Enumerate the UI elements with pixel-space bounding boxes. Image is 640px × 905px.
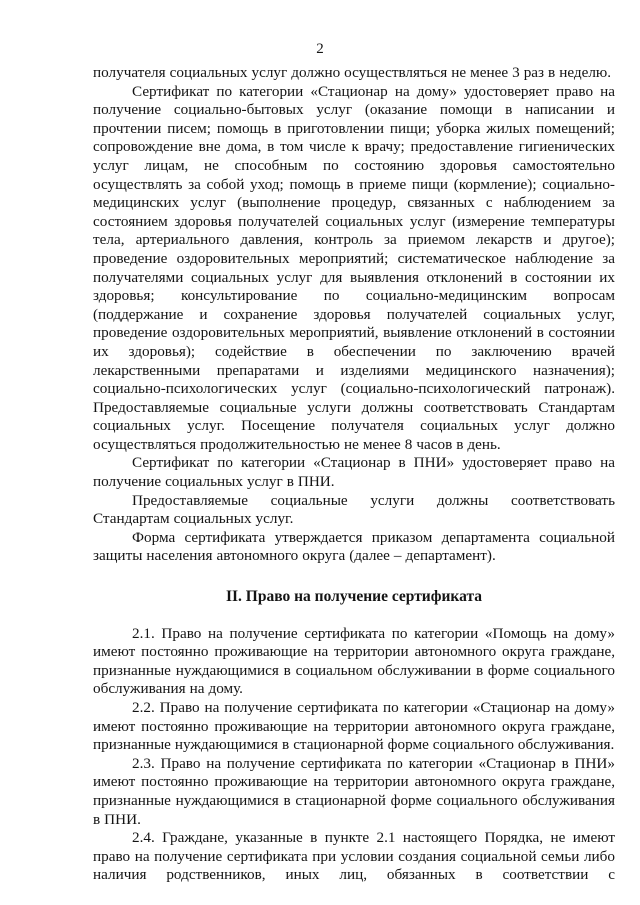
section-heading: II. Право на получение сертификата: [225, 588, 482, 606]
paragraph-certificate-form: Форма сертификата утверждается приказом департамента социальной защиты населения автономного округа (далее – департамент).: [93, 528, 615, 565]
paragraph-certificate-pni: Сертификат по категории «Стационар в ПНИ» удостоверяет право на получение социальных услуг в ПНИ.: [93, 454, 615, 491]
page-number: 2: [316, 41, 324, 57]
clause-2-3: 2.3. Право на получение сертификата по категории «Стационар в ПНИ» имеют постоянно проживающие на территории автономного округа граждане, признанные нуждающимися в стационарной форме социального обслуживания в ПНИ.: [93, 754, 615, 828]
paragraph-continuation: получателя социальных услуг должно осуществляться не менее 3 раз в неделю.: [93, 64, 612, 81]
paragraph-certificate-home-hospital: Сертификат по категории «Стационар на дому» удостоверяет право на получение социально-бытовых услуг (оказание помощи в написании и прочтении писем; помощь в приготовлении пищи; уборка жилых помещений; сопровождение вне дома, в том числе к врачу; предоставление гигиенических услуг лицам, не способным по состоянию здоровья самостоятельно осуществлять за собой уход; помощь в приеме пищи (кормление); социально-медицинских услуг (выполнение процедур, связанных с наблюдением за состоянием здоровья получателей социальных услуг (измерение температуры тела, артериального давления, контроль за приемом лекарств и другое); проведение оздоровительных мероприятий; систематическое наблюдение за получателями социальных услуг для выявления отклонений в состоянии их здоровья; консультирование по социально-медицинским вопросам (поддержание и сохранение здоровья получателей социальных услуг, проведение оздоровительных мероприятий, выявление отклонений в состоянии их здоровья); содействие в обеспечении по заключению врачей лекарственными препаратами и изделиями медицинского назначения); социально-психологических услуг (социально-психологический патронаж). Предоставляемые социальные услуги должны соответствовать Стандартам социальных услуг. Посещение получателя социальных услуг должно осуществляться продолжительностью не менее 8 часов в день.: [93, 82, 615, 453]
clause-2-2: 2.2. Право на получение сертификата по категории «Стационар на дому» имеют постоянно проживающие на территории автономного округа граждане, признанные нуждающимися в стационарной форме социального обслуживания.: [93, 699, 615, 754]
clause-2-1: 2.1. Право на получение сертификата по категории «Помощь на дому» имеют постоянно проживающие на территории автономного округа граждане, признанные нуждающимися в социальном обслуживании в форме социального обслуживания на дому.: [93, 624, 615, 698]
document-body: [93, 64, 615, 885]
clause-2-4: 2.4. Граждане, указанные в пункте 2.1 настоящего Порядка, не имеют право на получение сертификата при условии создания социальной семьи либо наличия родственников, иных лиц, обязанных в соответствии с: [93, 829, 615, 884]
paragraph-standards: Предоставляемые социальные услуги должны соответствовать Стандартам социальных услуг.: [93, 491, 615, 528]
